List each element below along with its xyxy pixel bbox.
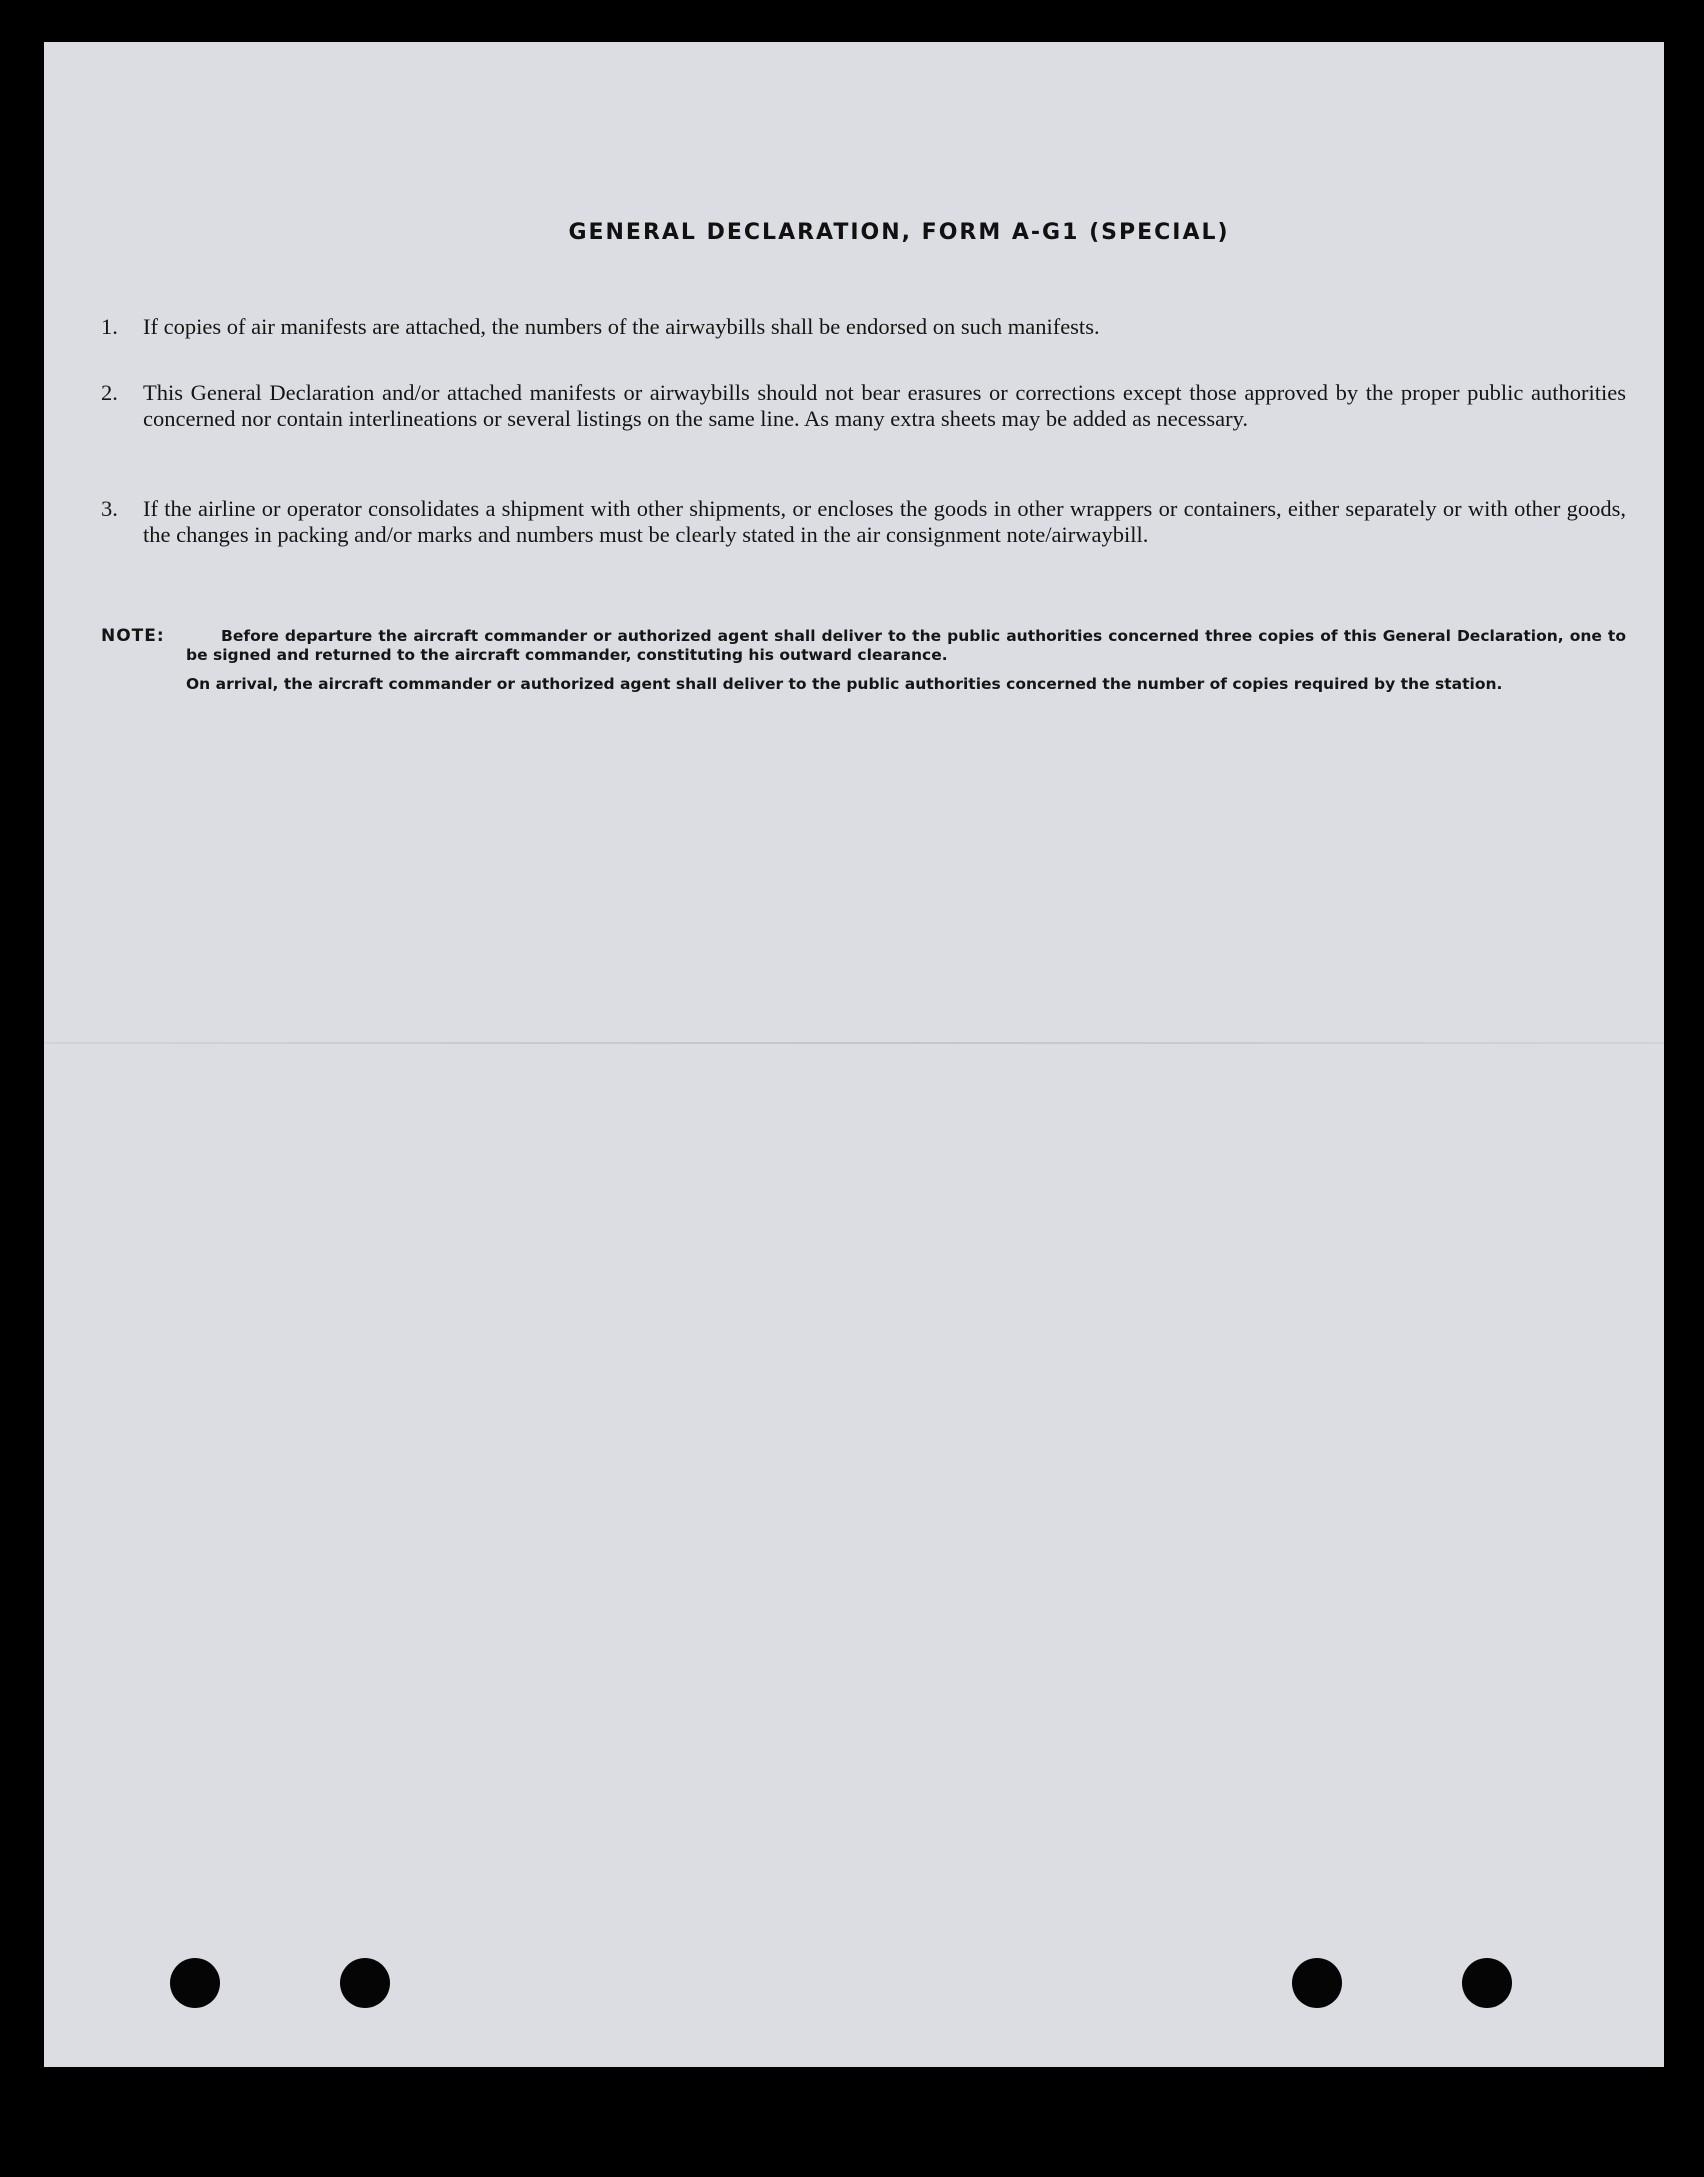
item-text: If copies of air manifests are attached, the numbers of the airwaybills shall be endorsed on such manifests.: [143, 314, 1100, 339]
item-number: 3.: [101, 496, 118, 521]
item-number: 2.: [101, 380, 118, 405]
punch-hole: [340, 1958, 390, 2008]
document-page: [44, 42, 1664, 2067]
instruction-item-1: [101, 314, 1626, 340]
note-section: [101, 627, 1626, 694]
note-paragraph-departure: Before departure the aircraft commander or authorized agent shall deliver to the public authorities concerned three copies of this General Declaration, one to be signed and returned to the aircraft commander, constituting his outward clearance.: [186, 627, 1626, 664]
punch-hole: [170, 1958, 220, 2008]
note-label: NOTE:: [101, 626, 165, 646]
punch-hole: [1292, 1958, 1342, 2008]
punch-hole: [1462, 1958, 1512, 2008]
item-text: This General Declaration and/or attached manifests or airwaybills should not bear erasures or corrections except those approved by the proper public authorities concerned nor contain interlineations or several listings on the same line. As many extra sheets may be added as necessary.: [143, 380, 1626, 431]
instruction-item-2: [101, 380, 1626, 432]
instruction-item-3: [101, 496, 1626, 548]
note-paragraph-arrival: On arrival, the aircraft commander or authorized agent shall deliver to the public authorities concerned the number of copies required by the station.: [186, 675, 1503, 693]
item-number: 1.: [101, 314, 118, 339]
document-title: GENERAL DECLARATION, FORM A-G1 (SPECIAL): [568, 220, 1230, 245]
fold-line: [44, 1042, 1664, 1044]
item-text: If the airline or operator consolidates a shipment with other shipments, or encloses the goods in other wrappers or containers, either separately or with other goods, the changes in packing and/or marks and numbers must be clearly stated in the air consignment note/airwaybill.: [143, 496, 1626, 547]
